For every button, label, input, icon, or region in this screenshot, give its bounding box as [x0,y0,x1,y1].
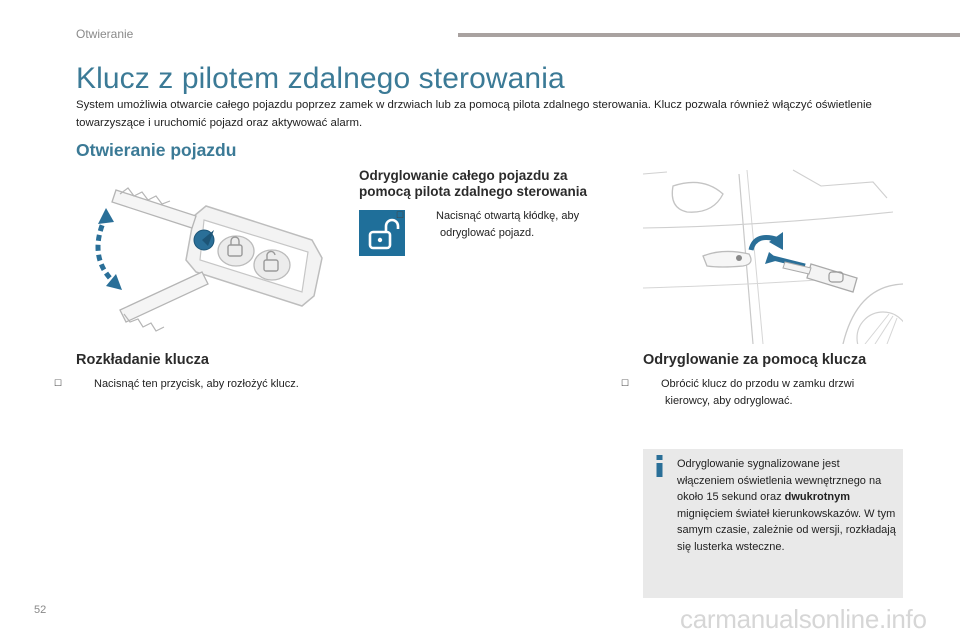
info-note-text-start: Odryglowanie sygnalizowane jest włączeniem oświetlenia wewnętrznego na około 15 sekund oraz [677,458,882,504]
key-fold-instruction [54,375,346,393]
info-note-text [677,456,899,556]
page-title: Klucz z pilotem zdalnego sterowania [76,62,565,95]
info-icon [655,455,665,477]
remote-unlock-instruction [396,207,608,242]
section-header-label: Otwieranie [76,27,134,41]
remote-unlock-title-line1: Odryglowanie całego pojazdu za [359,168,568,183]
info-note-text-end: mignięciem świateł kierunkowskazów. W tym samym czasie, zależnie od wersji, rozkładają się lusterka wsteczne. [677,507,896,553]
header-rule [458,33,960,37]
key-fold-illustration [76,168,331,346]
checkbox-bullet-icon: ☐ [54,378,63,388]
key-unlock-instruction [621,375,893,410]
section-title: Otwieranie pojazdu [76,140,237,160]
info-note-text-bold: dwukrotnym [784,491,851,504]
checkbox-bullet-icon: ☐ [621,378,630,388]
page-number: 52 [34,604,47,616]
watermark: carmanualsonline.info [680,604,927,634]
key-fold-title: Rozkładanie klucza [76,352,209,368]
intro-paragraph: System umożliwia otwarcie całego pojazdu poprzez zamek w drzwiach lub za pomocą pilota zdalnego sterowania. Klucz pozwala również włączyć oświetlenie towarzyszące i uruchomić pojazd oraz aktywować alarm. [76,99,872,129]
remote-unlock-title [359,168,634,200]
remote-unlock-text: Nacisnąć otwartą kłódkę, aby odryglować pojazd. [436,210,580,239]
door-key-illustration [643,168,903,344]
key-unlock-text: Obrócić klucz do przodu w zamku drzwi kierowcy, aby odryglować. [661,378,855,407]
key-fold-text: Nacisnąć ten przycisk, aby rozłożyć klucz. [94,378,299,390]
checkbox-bullet-icon: ☐ [396,210,405,220]
remote-unlock-title-line2: pomocą pilota zdalnego sterowania [359,184,588,199]
key-unlock-title: Odryglowanie za pomocą klucza [643,352,867,368]
